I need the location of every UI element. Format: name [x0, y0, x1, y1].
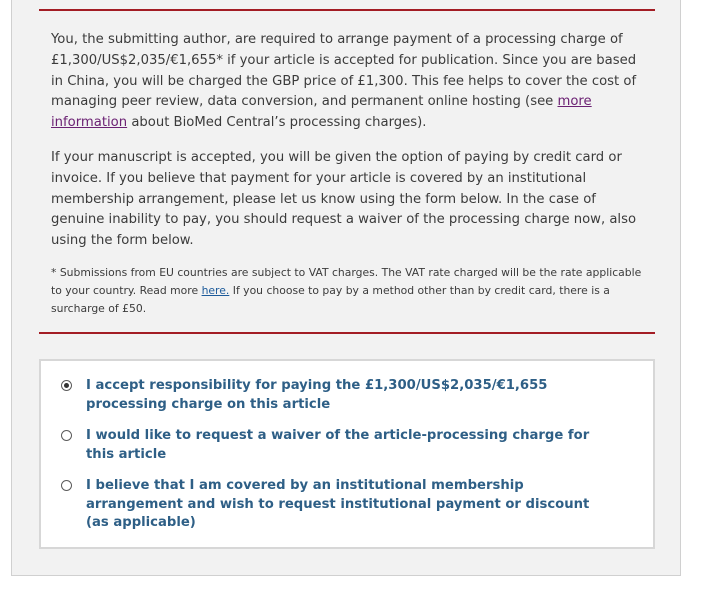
bottom-divider	[39, 332, 655, 334]
charge-text-end: about BioMed Central’s processing charges).	[127, 115, 427, 131]
apc-info-panel	[11, 0, 681, 576]
vat-note-text: * Submissions from EU countries are subject to VAT charges. The VAT rate charged will be the rate applicable to your country. Read more	[51, 266, 642, 297]
payment-option-group	[39, 359, 655, 549]
radio-accept-responsibility[interactable]	[61, 380, 72, 391]
charge-text: You, the submitting author, are required to arrange payment of a processing charge of £1,300/US$2,035/€1,655* if your article is accepted for publication. Since you are based in China, you will be charged the GBP price of £1,300. This fee helps to cover the cost of managing peer review, data conversion, and permanent online hosting (see	[51, 32, 637, 110]
option-waiver-label[interactable]: I would like to request a waiver of the article-processing charge for this article	[86, 428, 590, 462]
option-institutional-label[interactable]: I believe that I am covered by an institutional membership arrangement and wish to request institutional payment or discount (as applicable)	[86, 478, 590, 530]
vat-note	[51, 264, 651, 318]
vat-here-link[interactable]: here.	[201, 284, 230, 297]
top-divider	[39, 9, 655, 11]
vat-note-text-end: If you choose to pay by a method other than by credit card, there is a surcharge of £50.	[51, 284, 610, 315]
charge-paragraph	[51, 30, 649, 134]
payment-options-paragraph: If your manuscript is accepted, you will be given the option of paying by credit card or invoice. If you believe that payment for your article is covered by an institutional membership arrangement, please let us know using the form below. In the case of genuine inability to pay, you should request a waiver of the processing charge now, also using the form below.	[51, 150, 637, 249]
option-accept-label[interactable]: I accept responsibility for paying the £1,300/US$2,035/€1,655 processing charge on this article	[86, 378, 548, 412]
radio-institutional-membership[interactable]	[61, 480, 72, 491]
radio-request-waiver[interactable]	[61, 430, 72, 441]
more-information-link[interactable]: more information	[51, 94, 592, 131]
